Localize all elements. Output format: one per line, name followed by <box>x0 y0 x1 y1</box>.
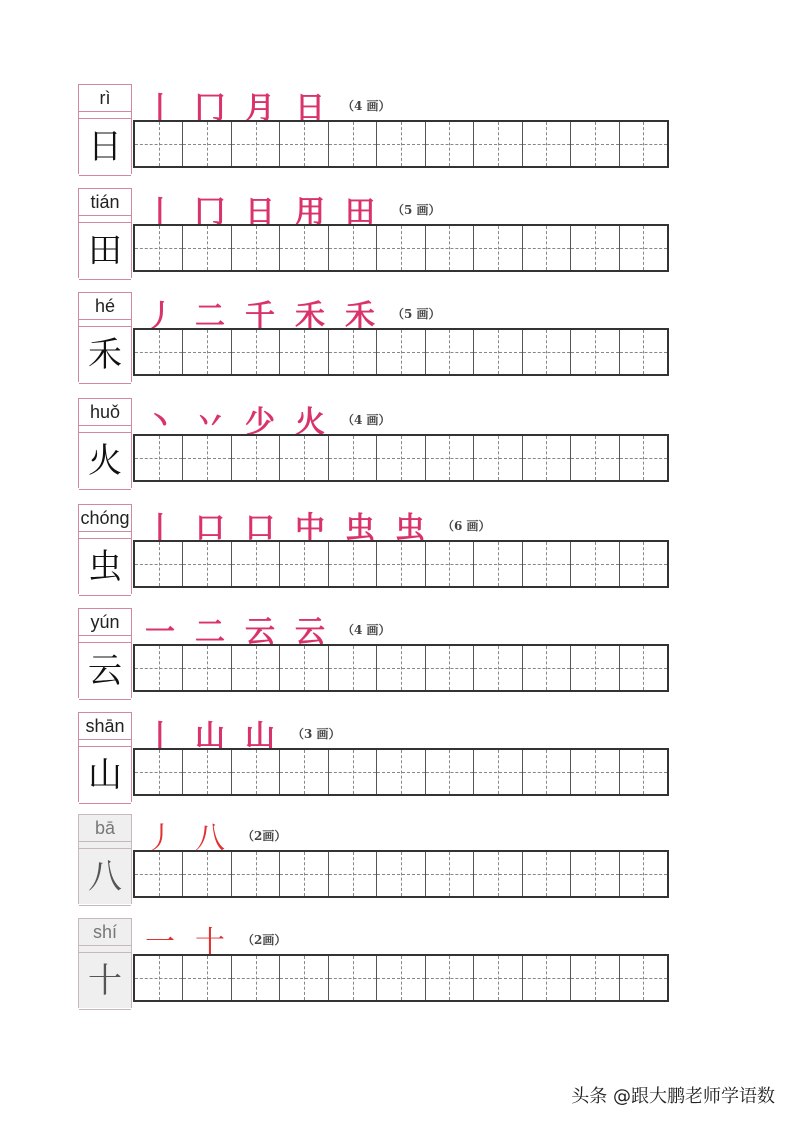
grid-cell[interactable] <box>426 750 474 794</box>
character-row <box>0 814 793 914</box>
grid-cell[interactable] <box>183 542 231 586</box>
stroke-order <box>138 506 491 544</box>
grid-cell[interactable] <box>280 646 328 690</box>
character-glyph: 十 <box>79 952 131 1010</box>
stroke-step: 丿 <box>145 821 175 856</box>
stroke-order <box>138 610 391 648</box>
grid-cell[interactable] <box>280 330 328 374</box>
grid-cell[interactable] <box>620 956 667 1000</box>
stroke-step: 禾 <box>295 299 325 334</box>
grid-cell[interactable] <box>280 226 328 270</box>
grid-cell[interactable] <box>571 226 619 270</box>
grid-cell[interactable] <box>620 330 667 374</box>
grid-cell[interactable] <box>474 646 522 690</box>
stroke-order <box>138 400 391 438</box>
stroke-step: 日 <box>245 195 275 230</box>
grid-cell[interactable] <box>183 122 231 166</box>
grid-cell[interactable] <box>377 122 425 166</box>
stroke-count: （5 画） <box>392 202 441 217</box>
grid-cell[interactable] <box>571 436 619 480</box>
grid-cell[interactable] <box>426 646 474 690</box>
grid-cell[interactable] <box>620 226 667 270</box>
grid-cell[interactable] <box>135 646 183 690</box>
stroke-step: 丨 <box>145 719 175 754</box>
grid-cell[interactable] <box>523 330 571 374</box>
stroke-step: 虫 <box>395 511 425 546</box>
watermark-footer: 头条 @跟大鹏老师学语数 <box>571 1086 775 1107</box>
character-label-box <box>78 504 132 594</box>
stroke-step: 中 <box>295 511 325 546</box>
character-glyph: 山 <box>79 746 131 804</box>
stroke-count: （3 画） <box>292 726 341 741</box>
grid-cell[interactable] <box>329 330 377 374</box>
grid-cell[interactable] <box>280 956 328 1000</box>
character-label-box <box>78 814 132 904</box>
grid-cell[interactable] <box>620 750 667 794</box>
pinyin-label: chóng <box>79 504 131 532</box>
grid-cell[interactable] <box>426 436 474 480</box>
stroke-order <box>138 294 441 332</box>
grid-cell[interactable] <box>280 436 328 480</box>
grid-cell[interactable] <box>571 646 619 690</box>
stroke-step: 一 <box>145 615 175 650</box>
grid-cell[interactable] <box>232 852 280 896</box>
grid-cell[interactable] <box>329 646 377 690</box>
grid-cell[interactable] <box>523 956 571 1000</box>
grid-cell[interactable] <box>571 122 619 166</box>
stroke-step: 二 <box>195 299 225 334</box>
grid-cell[interactable] <box>183 646 231 690</box>
grid-cell[interactable] <box>523 646 571 690</box>
grid-cell[interactable] <box>135 226 183 270</box>
stroke-step: 日 <box>295 91 325 126</box>
stroke-order <box>138 816 286 854</box>
grid-cell[interactable] <box>571 956 619 1000</box>
grid-cell[interactable] <box>232 956 280 1000</box>
grid-cell[interactable] <box>183 226 231 270</box>
grid-cell[interactable] <box>474 122 522 166</box>
grid-cell[interactable] <box>571 330 619 374</box>
stroke-step: 口 <box>195 511 225 546</box>
writing-grid[interactable] <box>133 748 669 796</box>
character-row <box>0 398 793 498</box>
grid-cell[interactable] <box>377 542 425 586</box>
grid-cell[interactable] <box>183 750 231 794</box>
stroke-count: （2画） <box>242 828 287 843</box>
writing-grid[interactable] <box>133 954 669 1002</box>
grid-cell[interactable] <box>232 436 280 480</box>
character-row <box>0 84 793 184</box>
grid-cell[interactable] <box>329 436 377 480</box>
stroke-count: （5 画） <box>392 306 441 321</box>
stroke-step: 丨 <box>145 91 175 126</box>
grid-cell[interactable] <box>377 436 425 480</box>
grid-cell[interactable] <box>135 330 183 374</box>
character-row <box>0 504 793 604</box>
writing-grid[interactable] <box>133 850 669 898</box>
grid-cell[interactable] <box>183 852 231 896</box>
stroke-step: 丿 <box>145 299 175 334</box>
stroke-step: 禾 <box>345 299 375 334</box>
stroke-step: 田 <box>345 195 375 230</box>
grid-cell[interactable] <box>377 852 425 896</box>
grid-cell[interactable] <box>523 750 571 794</box>
grid-cell[interactable] <box>523 436 571 480</box>
grid-cell[interactable] <box>329 226 377 270</box>
grid-cell[interactable] <box>183 330 231 374</box>
grid-cell[interactable] <box>474 956 522 1000</box>
grid-cell[interactable] <box>232 542 280 586</box>
grid-cell[interactable] <box>280 122 328 166</box>
stroke-count: （4 画） <box>342 412 391 427</box>
stroke-step: 丶 <box>145 405 175 440</box>
stroke-count: （2画） <box>242 932 287 947</box>
pinyin-label: yún <box>79 608 131 636</box>
grid-cell[interactable] <box>135 750 183 794</box>
grid-cell[interactable] <box>135 436 183 480</box>
character-glyph: 八 <box>79 848 131 906</box>
character-label-box <box>78 188 132 278</box>
grid-cell[interactable] <box>523 226 571 270</box>
pinyin-label: tián <box>79 188 131 216</box>
character-row <box>0 712 793 812</box>
stroke-order <box>138 190 441 228</box>
stroke-step: 山 <box>245 719 275 754</box>
grid-cell[interactable] <box>232 330 280 374</box>
character-glyph: 火 <box>79 432 131 490</box>
stroke-step: 丷 <box>195 405 225 440</box>
character-row <box>0 292 793 392</box>
character-label-box <box>78 84 132 174</box>
grid-cell[interactable] <box>474 852 522 896</box>
stroke-step: 虫 <box>345 511 375 546</box>
grid-cell[interactable] <box>377 226 425 270</box>
character-glyph: 田 <box>79 222 131 280</box>
grid-cell[interactable] <box>426 122 474 166</box>
stroke-step: 冂 <box>195 91 225 126</box>
pinyin-label: huǒ <box>79 398 131 426</box>
grid-cell[interactable] <box>183 956 231 1000</box>
grid-cell[interactable] <box>620 852 667 896</box>
character-label-box <box>78 918 132 1008</box>
writing-grid[interactable] <box>133 434 669 482</box>
grid-cell[interactable] <box>426 226 474 270</box>
grid-cell[interactable] <box>523 542 571 586</box>
pinyin-label: bā <box>79 814 131 842</box>
character-glyph: 虫 <box>79 538 131 596</box>
grid-cell[interactable] <box>523 122 571 166</box>
pinyin-label: hé <box>79 292 131 320</box>
grid-cell[interactable] <box>377 956 425 1000</box>
grid-cell[interactable] <box>620 542 667 586</box>
stroke-count: （4 画） <box>342 622 391 637</box>
character-label-box <box>78 292 132 382</box>
stroke-order <box>138 714 341 752</box>
grid-cell[interactable] <box>474 750 522 794</box>
grid-cell[interactable] <box>135 852 183 896</box>
grid-cell[interactable] <box>135 122 183 166</box>
grid-cell[interactable] <box>620 436 667 480</box>
grid-cell[interactable] <box>135 542 183 586</box>
stroke-step: 云 <box>245 615 275 650</box>
grid-cell[interactable] <box>232 122 280 166</box>
character-glyph: 日 <box>79 118 131 176</box>
grid-cell[interactable] <box>329 750 377 794</box>
stroke-step: 二 <box>195 615 225 650</box>
grid-cell[interactable] <box>377 330 425 374</box>
stroke-step: 月 <box>245 91 275 126</box>
writing-grid[interactable] <box>133 328 669 376</box>
grid-cell[interactable] <box>232 226 280 270</box>
grid-cell[interactable] <box>426 330 474 374</box>
grid-cell[interactable] <box>329 122 377 166</box>
character-row <box>0 918 793 1018</box>
grid-cell[interactable] <box>183 436 231 480</box>
pinyin-label: shān <box>79 712 131 740</box>
character-row <box>0 188 793 288</box>
grid-cell[interactable] <box>571 852 619 896</box>
stroke-step: 山 <box>195 719 225 754</box>
grid-cell[interactable] <box>377 646 425 690</box>
pinyin-label: shí <box>79 918 131 946</box>
stroke-step: 一 <box>145 925 175 960</box>
stroke-step: 冂 <box>195 195 225 230</box>
character-glyph: 禾 <box>79 326 131 384</box>
stroke-step: 口 <box>245 511 275 546</box>
writing-grid[interactable] <box>133 120 669 168</box>
stroke-step: 十 <box>195 925 225 960</box>
stroke-step: 丨 <box>145 195 175 230</box>
stroke-step: 用 <box>295 195 325 230</box>
grid-cell[interactable] <box>571 542 619 586</box>
grid-cell[interactable] <box>474 542 522 586</box>
stroke-step: 八 <box>195 821 225 856</box>
grid-cell[interactable] <box>232 646 280 690</box>
character-glyph: 云 <box>79 642 131 700</box>
grid-cell[interactable] <box>523 852 571 896</box>
grid-cell[interactable] <box>474 226 522 270</box>
grid-cell[interactable] <box>329 852 377 896</box>
stroke-step: 云 <box>295 615 325 650</box>
stroke-step: 丨 <box>145 511 175 546</box>
grid-cell[interactable] <box>329 542 377 586</box>
stroke-order <box>138 86 391 124</box>
grid-cell[interactable] <box>620 122 667 166</box>
grid-cell[interactable] <box>280 852 328 896</box>
character-label-box <box>78 712 132 802</box>
grid-cell[interactable] <box>426 956 474 1000</box>
stroke-count: （6 画） <box>442 518 491 533</box>
character-row <box>0 608 793 708</box>
grid-cell[interactable] <box>474 330 522 374</box>
stroke-step: 火 <box>295 405 325 440</box>
grid-cell[interactable] <box>474 436 522 480</box>
grid-cell[interactable] <box>280 542 328 586</box>
grid-cell[interactable] <box>280 750 328 794</box>
writing-grid[interactable] <box>133 644 669 692</box>
stroke-order <box>138 920 286 958</box>
grid-cell[interactable] <box>620 646 667 690</box>
stroke-count: （4 画） <box>342 98 391 113</box>
grid-cell[interactable] <box>571 750 619 794</box>
writing-grid[interactable] <box>133 224 669 272</box>
grid-cell[interactable] <box>232 750 280 794</box>
grid-cell[interactable] <box>377 750 425 794</box>
grid-cell[interactable] <box>329 956 377 1000</box>
character-label-box <box>78 608 132 698</box>
grid-cell[interactable] <box>426 542 474 586</box>
stroke-step: 少 <box>245 405 275 440</box>
grid-cell[interactable] <box>135 956 183 1000</box>
pinyin-label: rì <box>79 84 131 112</box>
character-label-box <box>78 398 132 488</box>
stroke-step: 千 <box>245 299 275 334</box>
grid-cell[interactable] <box>426 852 474 896</box>
writing-grid[interactable] <box>133 540 669 588</box>
